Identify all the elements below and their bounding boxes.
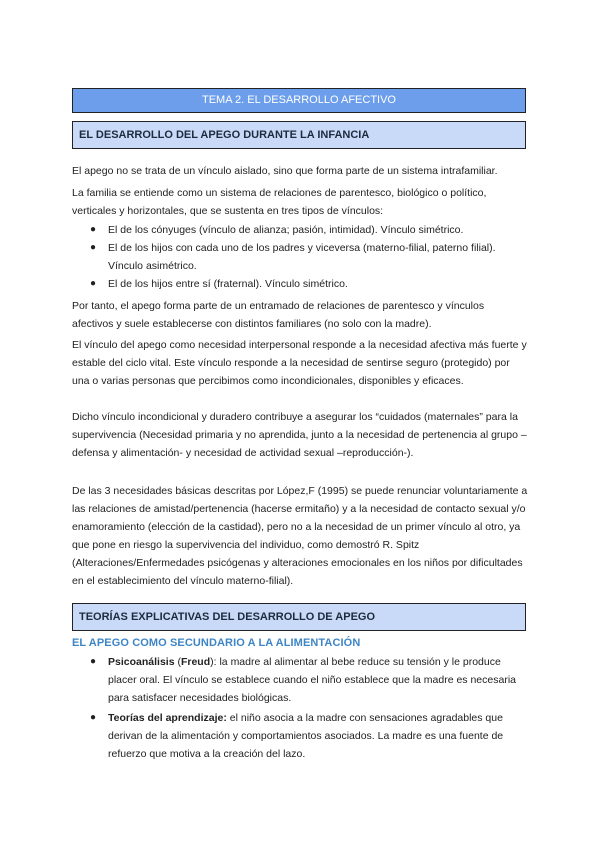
section-heading-teorias: TEORÍAS EXPLICATIVAS DEL DESARROLLO DE APEGO [72, 603, 526, 631]
paragraph-1: El apego no se trata de un vínculo aislado, sino que forma parte de un sistema intrafamiliar. [72, 165, 498, 177]
list-item-psicoanalisis: Psicoanálisis (Freud): la madre al alimentar al bebe reduce su tensión y le produce placer oral. El vínculo se establece cuando el niño establece que la madre es necesaria para satisfacer necesidades biológicas. [108, 656, 516, 704]
list-item: El de los hijos con cada uno de los padres y viceversa (materno-filial, paterno filial). Vínculo asimétrico. [108, 242, 496, 272]
list-item: El de los hijos entre sí (fraternal). Vínculo simétrico. [108, 278, 348, 290]
author-label: Freud [180, 656, 211, 668]
list-item: El de los cónyuges (vínculo de alianza; pasión, intimidad). Vínculo simétrico. [108, 224, 464, 236]
bullet-dot-icon: ● [90, 656, 97, 667]
paragraph-2: La familia se entiende como un sistema de relaciones de parentesco, biológico o político, verticales y horizontales, que se sustenta en tres tipos de vínculos: [72, 187, 487, 217]
subheading-apego-alimentacion: EL APEGO COMO SECUNDARIO A LA ALIMENTACIÓN [72, 637, 361, 649]
term-label: Psicoanálisis [108, 656, 175, 668]
document-title: TEMA 2. EL DESARROLLO AFECTIVO [72, 88, 526, 113]
section-heading-desarrollo-apego: EL DESARROLLO DEL APEGO DURANTE LA INFANCIA [72, 121, 526, 149]
paragraph-6: De las 3 necesidades básicas descritas por López,F (1995) se puede renunciar voluntariamente a las relaciones de amistad/pertenencia (hacerse ermitaño) y a la necesidad de contacto sexual y/o enamoramiento (elección de la castidad), pero no a la necesidad de un primer vínculo al otro, ya que pone en riesgo la supervivencia del individuo, como demostró R. Spitz (Alteraciones/Enfermedades psicógenas y alteraciones emocionales en los niños por dificultades en el establecimiento del vínculo materno-filial). [72, 485, 528, 587]
list-item-aprendizaje [108, 709, 528, 763]
paragraph-4: El vínculo del apego como necesidad interpersonal responde a la necesidad afectiva más fuerte y estable del ciclo vital. Este vínculo responde a la necesidad de sentirse seguro (protegido) por una o varias personas que percibimos como incondicionales, disponibles y eficaces. [72, 339, 527, 387]
paragraph-3: Por tanto, el apego forma parte de un entramado de relaciones de parentesco y vínculos afectivos y suele establecerse con distintos familiares (no solo con la madre). [72, 300, 485, 330]
item-text: el niño asocia a la madre con sensaciones agradables que derivan de la alimentación y comportamientos asociados. La madre es una fuente de refuerzo que motiva a la creación del lazo. [108, 712, 504, 760]
bullet-dot-icon: ● [90, 224, 97, 235]
bullet-dot-icon: ● [90, 242, 97, 253]
item-text: : la madre al alimentar al bebe reduce su tensión y le produce placer oral. El vínculo se establece cuando el niño establece que la madre es necesaria para satisfacer necesidades biológicas. [108, 656, 516, 704]
term-label: Teorías del aprendizaje: [108, 712, 227, 724]
bullet-dot-icon: ● [90, 278, 97, 289]
paragraph-5: Dicho vínculo incondicional y duradero contribuye a asegurar los “cuidados (maternales” para la supervivencia (Necesidad primaria y no aprendida, junto a la necesidad de pertenencia al grupo –defensa y alimentación- y necesidad de actividad sexual –reproducción-). [72, 411, 527, 459]
bullet-dot-icon: ● [90, 712, 97, 723]
